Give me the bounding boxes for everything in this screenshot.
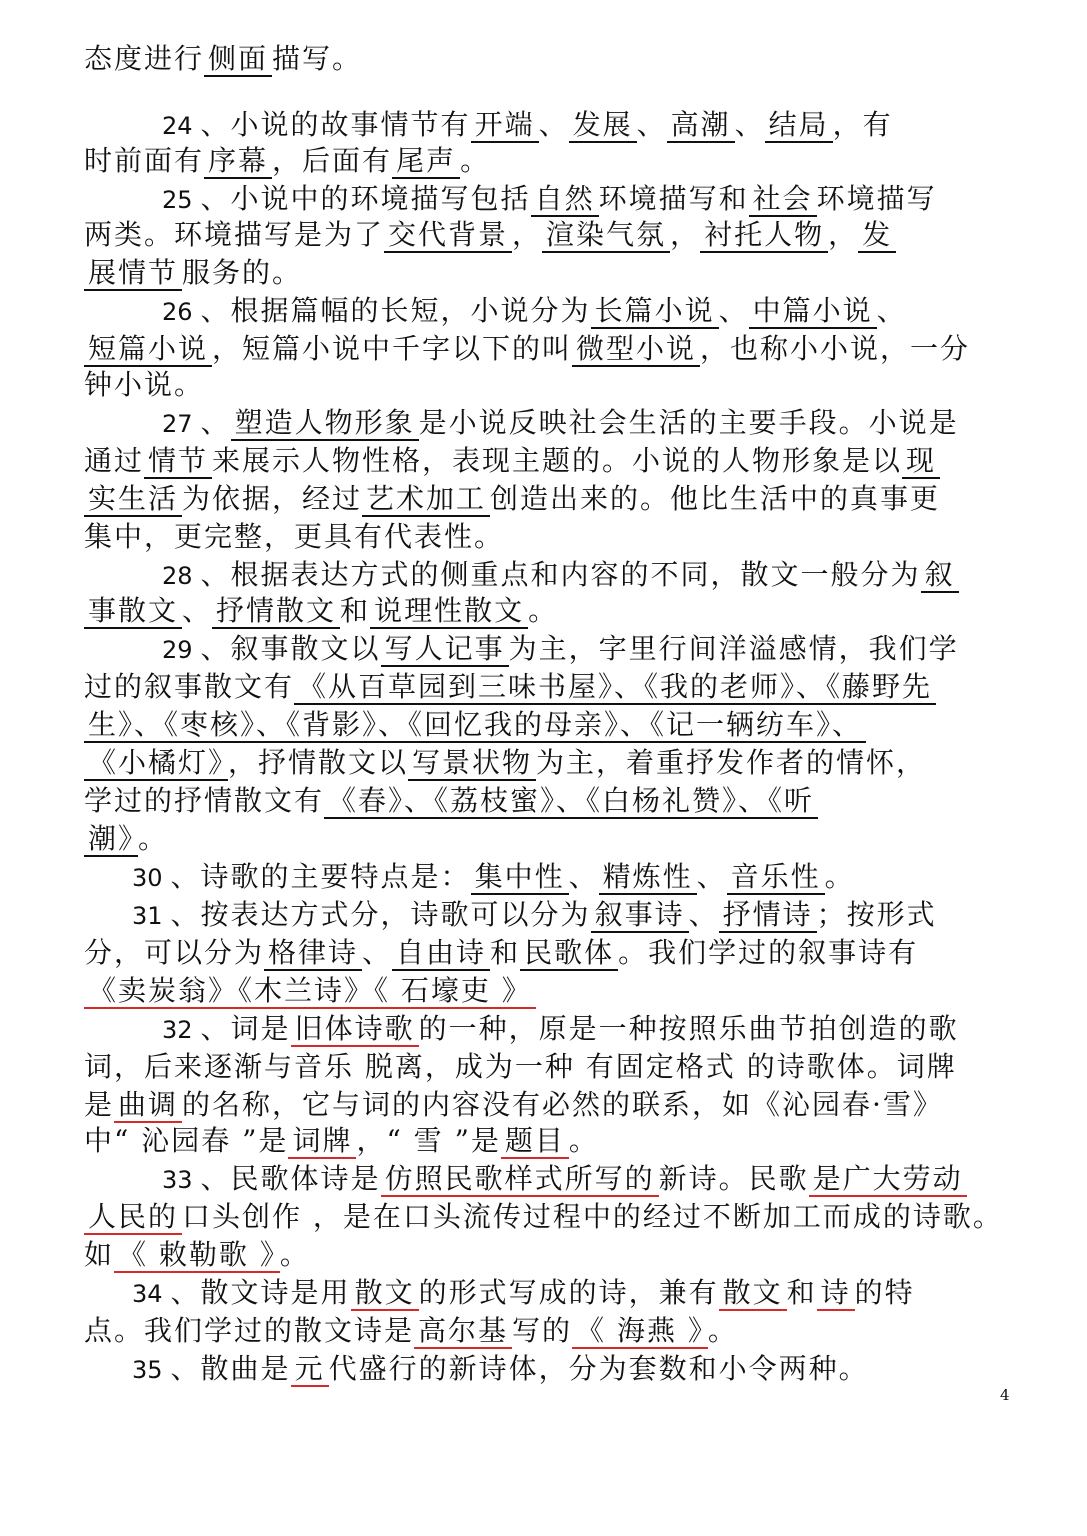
text-line <box>162 106 893 145</box>
text-line <box>84 216 896 254</box>
text: 描写。 <box>272 42 363 75</box>
text-line <box>84 1198 1003 1236</box>
text-line <box>84 40 362 78</box>
answer-blank: 抒情散文 <box>212 594 340 629</box>
text: 的名称，它与词的内容没有必然的联系，如《沁园春·雪》 <box>182 1088 943 1121</box>
text: 学过的抒情散文有 <box>84 784 325 817</box>
text: ，后面有 <box>272 144 393 177</box>
text-line <box>84 820 168 858</box>
answer-blank: 艺术加工 <box>362 482 490 517</box>
text: 新诗。民歌 <box>658 1162 809 1195</box>
item-number: 27 <box>162 410 193 438</box>
text: 、小说中的环境描写包括 <box>200 182 531 215</box>
text-line <box>84 782 818 820</box>
text: 、词是 <box>200 1012 291 1045</box>
answer-blank-red: 诗 <box>817 1276 855 1311</box>
answer-blank-red: 《卖炭翁》《木兰诗》《 石壕吏 》 <box>84 974 536 1009</box>
text: 口头创作 ，是在口头流传过程中的经过不断加工而成的诗歌。 <box>182 1200 1003 1233</box>
answer-blank: 精炼性 <box>599 860 697 895</box>
answer-blank: 短篇小说 <box>84 332 212 367</box>
answer-blank: 实生活 <box>84 482 182 517</box>
text: 环境描写和 <box>598 182 749 215</box>
text: 。 <box>528 594 559 627</box>
text-line <box>84 706 866 744</box>
answer-blank: 中篇小说 <box>749 294 877 329</box>
item-number: 32 <box>162 1016 193 1044</box>
text: 分，可以分为 <box>84 936 265 969</box>
text: 为主，字里行间洋溢感情，我们学 <box>508 632 959 665</box>
text-line <box>132 1350 869 1389</box>
text: 钟小说。 <box>84 368 205 401</box>
text-line <box>162 1160 967 1199</box>
text: ，短篇小说中千字以下的叫 <box>212 332 573 365</box>
answer-blank: 交代背景 <box>384 218 512 253</box>
answer-blank-red: 元 <box>291 1352 329 1387</box>
answer-blank: 现 <box>902 444 940 479</box>
answer-blank: 序幕 <box>204 144 272 179</box>
text-line <box>84 254 302 292</box>
text: 、 <box>636 108 667 141</box>
text: 。 <box>460 144 491 177</box>
answer-blank: 开端 <box>471 108 539 143</box>
answer-blank: 事散文 <box>84 594 182 629</box>
text: 、按表达方式分，诗歌可以分为 <box>170 898 591 931</box>
answer-blank-red: 散文 <box>351 1276 419 1311</box>
item-number: 24 <box>162 112 193 140</box>
text-line <box>84 366 204 404</box>
text: 、叙事散文以 <box>200 632 381 665</box>
item-number: 28 <box>162 562 193 590</box>
text: 创造出来的。他比生活中的真事更 <box>490 482 941 515</box>
text-line <box>162 630 959 669</box>
text-line <box>84 518 504 556</box>
text: 的一种，原是一种按照乐曲节拍创造的歌 <box>418 1012 959 1045</box>
text: 。 <box>824 860 855 893</box>
answer-blank-red: 是广大劳动 <box>809 1162 967 1197</box>
text: ， <box>512 218 543 251</box>
text: 、 <box>734 108 765 141</box>
answer-blank: 塑造人物形象 <box>231 406 419 441</box>
text-line <box>84 1086 943 1124</box>
text-line <box>84 480 940 518</box>
text: 是小说反映社会生活的主要手段。小说是 <box>418 406 959 439</box>
text: 和 <box>786 1276 817 1309</box>
text: 词，后来逐渐与音乐 脱离，成为一种 有固定格式 的诗歌体。词牌 <box>84 1050 957 1083</box>
text: 中“ 沁园春 ”是 <box>84 1124 289 1157</box>
page-number: 4 <box>1000 1386 1010 1404</box>
text: 、小说的故事情节有 <box>200 108 471 141</box>
answer-blank-red: 散文 <box>719 1276 787 1311</box>
text-line <box>162 404 959 443</box>
text: 、散文诗是用 <box>170 1276 351 1309</box>
answer-blank: 自由诗 <box>392 936 490 971</box>
text-line <box>84 1048 957 1086</box>
answer-blank: 抒情诗 <box>719 898 817 933</box>
text: 、 <box>688 898 719 931</box>
text: 如 <box>84 1238 115 1271</box>
answer-blank: 《小橘灯》 <box>84 746 228 781</box>
text: ， <box>670 218 701 251</box>
answer-blank: 结局 <box>765 108 833 143</box>
item-number: 30 <box>132 864 163 892</box>
text: 集中，更完整，更具有代表性。 <box>84 520 505 553</box>
text: 态度进行 <box>84 42 205 75</box>
answer-blank: 尾声 <box>392 144 460 179</box>
answer-blank: 渲染气氛 <box>542 218 670 253</box>
answer-blank: 潮》 <box>84 822 138 857</box>
answer-blank: 《春》、《荔枝蜜》、《白杨礼赞》、《听 <box>324 784 818 819</box>
answer-blank: 微型小说 <box>572 332 700 367</box>
text: 来展示人物性格，表现主题的。小说的人物形象是以 <box>212 444 903 477</box>
answer-blank-red: 旧体诗歌 <box>291 1012 419 1047</box>
text: 环境描写 <box>816 182 937 215</box>
answer-blank: 音乐性 <box>727 860 825 895</box>
text: 为主，着重抒发作者的情怀， <box>536 746 927 779</box>
answer-blank: 自然 <box>531 182 599 217</box>
text-line <box>162 1010 959 1049</box>
text: 、散曲是 <box>170 1352 291 1385</box>
answer-blank-red: 《 敕勒歌 》 <box>114 1238 280 1273</box>
answer-blank: 民歌体 <box>520 936 618 971</box>
text-line <box>132 858 855 897</box>
text: ，抒情散文以 <box>228 746 409 779</box>
answer-blank: 生》、《枣核》、《背影》、《回忆我的母亲》、《记一辆纺车》、 <box>84 708 866 743</box>
text-line <box>132 896 937 935</box>
text: 服务的。 <box>182 256 303 289</box>
text: 、根据篇幅的长短，小说分为 <box>200 294 591 327</box>
answer-blank: 高潮 <box>667 108 735 143</box>
text: 、 <box>696 860 727 893</box>
text: ，有 <box>832 108 893 141</box>
answer-blank: 侧面 <box>204 42 272 77</box>
answer-blank-red: 词牌 <box>288 1124 356 1159</box>
text: 点。我们学过的散文诗是 <box>84 1314 415 1347</box>
text-line <box>84 442 940 480</box>
text: 、 <box>568 860 599 893</box>
text: 两类。环境描写是为了 <box>84 218 385 251</box>
item-number: 33 <box>162 1166 193 1194</box>
text-line <box>84 668 936 706</box>
text-line <box>132 1274 915 1313</box>
answer-blank: 展情节 <box>84 256 182 291</box>
text: 、 <box>362 936 393 969</box>
text-line <box>84 330 970 368</box>
item-number: 25 <box>162 186 193 214</box>
answer-blank: 集中性 <box>471 860 569 895</box>
text-line <box>84 934 918 972</box>
text-line <box>84 592 558 630</box>
text: ；按形式 <box>816 898 937 931</box>
text: 写的 <box>512 1314 573 1347</box>
text-line <box>84 1122 599 1160</box>
text: 。 <box>138 822 169 855</box>
text: 。 <box>568 1124 599 1157</box>
answer-blank-red: 曲调 <box>114 1088 182 1123</box>
answer-blank: 说理性散文 <box>370 594 528 629</box>
answer-blank-red: 《 海燕 》 <box>572 1314 708 1349</box>
text-line <box>162 556 959 595</box>
text-line <box>84 1312 738 1350</box>
answer-blank: 社会 <box>749 182 817 217</box>
answer-blank: 写景状物 <box>408 746 536 781</box>
text: 通过 <box>84 444 145 477</box>
text: 。我们学过的叙事诗有 <box>618 936 919 969</box>
text: 。 <box>707 1314 738 1347</box>
text-line <box>162 292 907 331</box>
text: 、 <box>718 294 749 327</box>
text: 、 <box>538 108 569 141</box>
text: 代盛行的新诗体，分为套数和小令两种。 <box>328 1352 869 1385</box>
text: 。 <box>279 1238 310 1271</box>
text: 、 <box>182 594 213 627</box>
answer-blank: 格律诗 <box>264 936 362 971</box>
text-line <box>84 1236 310 1274</box>
answer-blank-red: 题目 <box>501 1124 569 1159</box>
answer-blank: 《从百草园到三味书屋》、《我的老师》、《藤野先 <box>294 670 936 705</box>
text: 、根据表达方式的侧重点和内容的不同，散文一般分为 <box>200 558 921 591</box>
text: ， <box>828 218 859 251</box>
answer-blank-red: 高尔基 <box>414 1314 512 1349</box>
text-line <box>84 972 536 1010</box>
item-number: 34 <box>132 1280 163 1308</box>
text: 和 <box>340 594 371 627</box>
answer-blank: 写人记事 <box>381 632 509 667</box>
text: ，也称小小说，一分 <box>700 332 971 365</box>
answer-blank: 情节 <box>144 444 212 479</box>
answer-blank: 发展 <box>569 108 637 143</box>
text: 和 <box>490 936 521 969</box>
text: 时前面有 <box>84 144 205 177</box>
item-number: 26 <box>162 298 193 326</box>
text: 、 <box>200 406 231 439</box>
answer-blank: 发 <box>858 218 896 253</box>
text: 的形式写成的诗，兼有 <box>418 1276 719 1309</box>
answer-blank-red: 人民的 <box>84 1200 182 1235</box>
item-number: 35 <box>132 1356 163 1384</box>
text: ，“ 雪 ”是 <box>356 1124 501 1157</box>
answer-blank: 叙事诗 <box>591 898 689 933</box>
text-line <box>162 180 937 219</box>
text: 过的叙事散文有 <box>84 670 295 703</box>
text: 、 <box>876 294 907 327</box>
answer-blank: 衬托人物 <box>700 218 828 253</box>
text-line <box>84 744 926 782</box>
item-number: 29 <box>162 636 193 664</box>
answer-blank: 叙 <box>921 558 959 593</box>
text: 为依据，经过 <box>182 482 363 515</box>
text: 是 <box>84 1088 115 1121</box>
text-line <box>84 142 490 180</box>
text: 、民歌体诗是 <box>200 1162 381 1195</box>
answer-blank: 长篇小说 <box>591 294 719 329</box>
answer-blank-red: 仿照民歌样式所写的 <box>381 1162 659 1197</box>
item-number: 31 <box>132 902 163 930</box>
text: 、诗歌的主要特点是： <box>170 860 471 893</box>
text: 的特 <box>854 1276 915 1309</box>
